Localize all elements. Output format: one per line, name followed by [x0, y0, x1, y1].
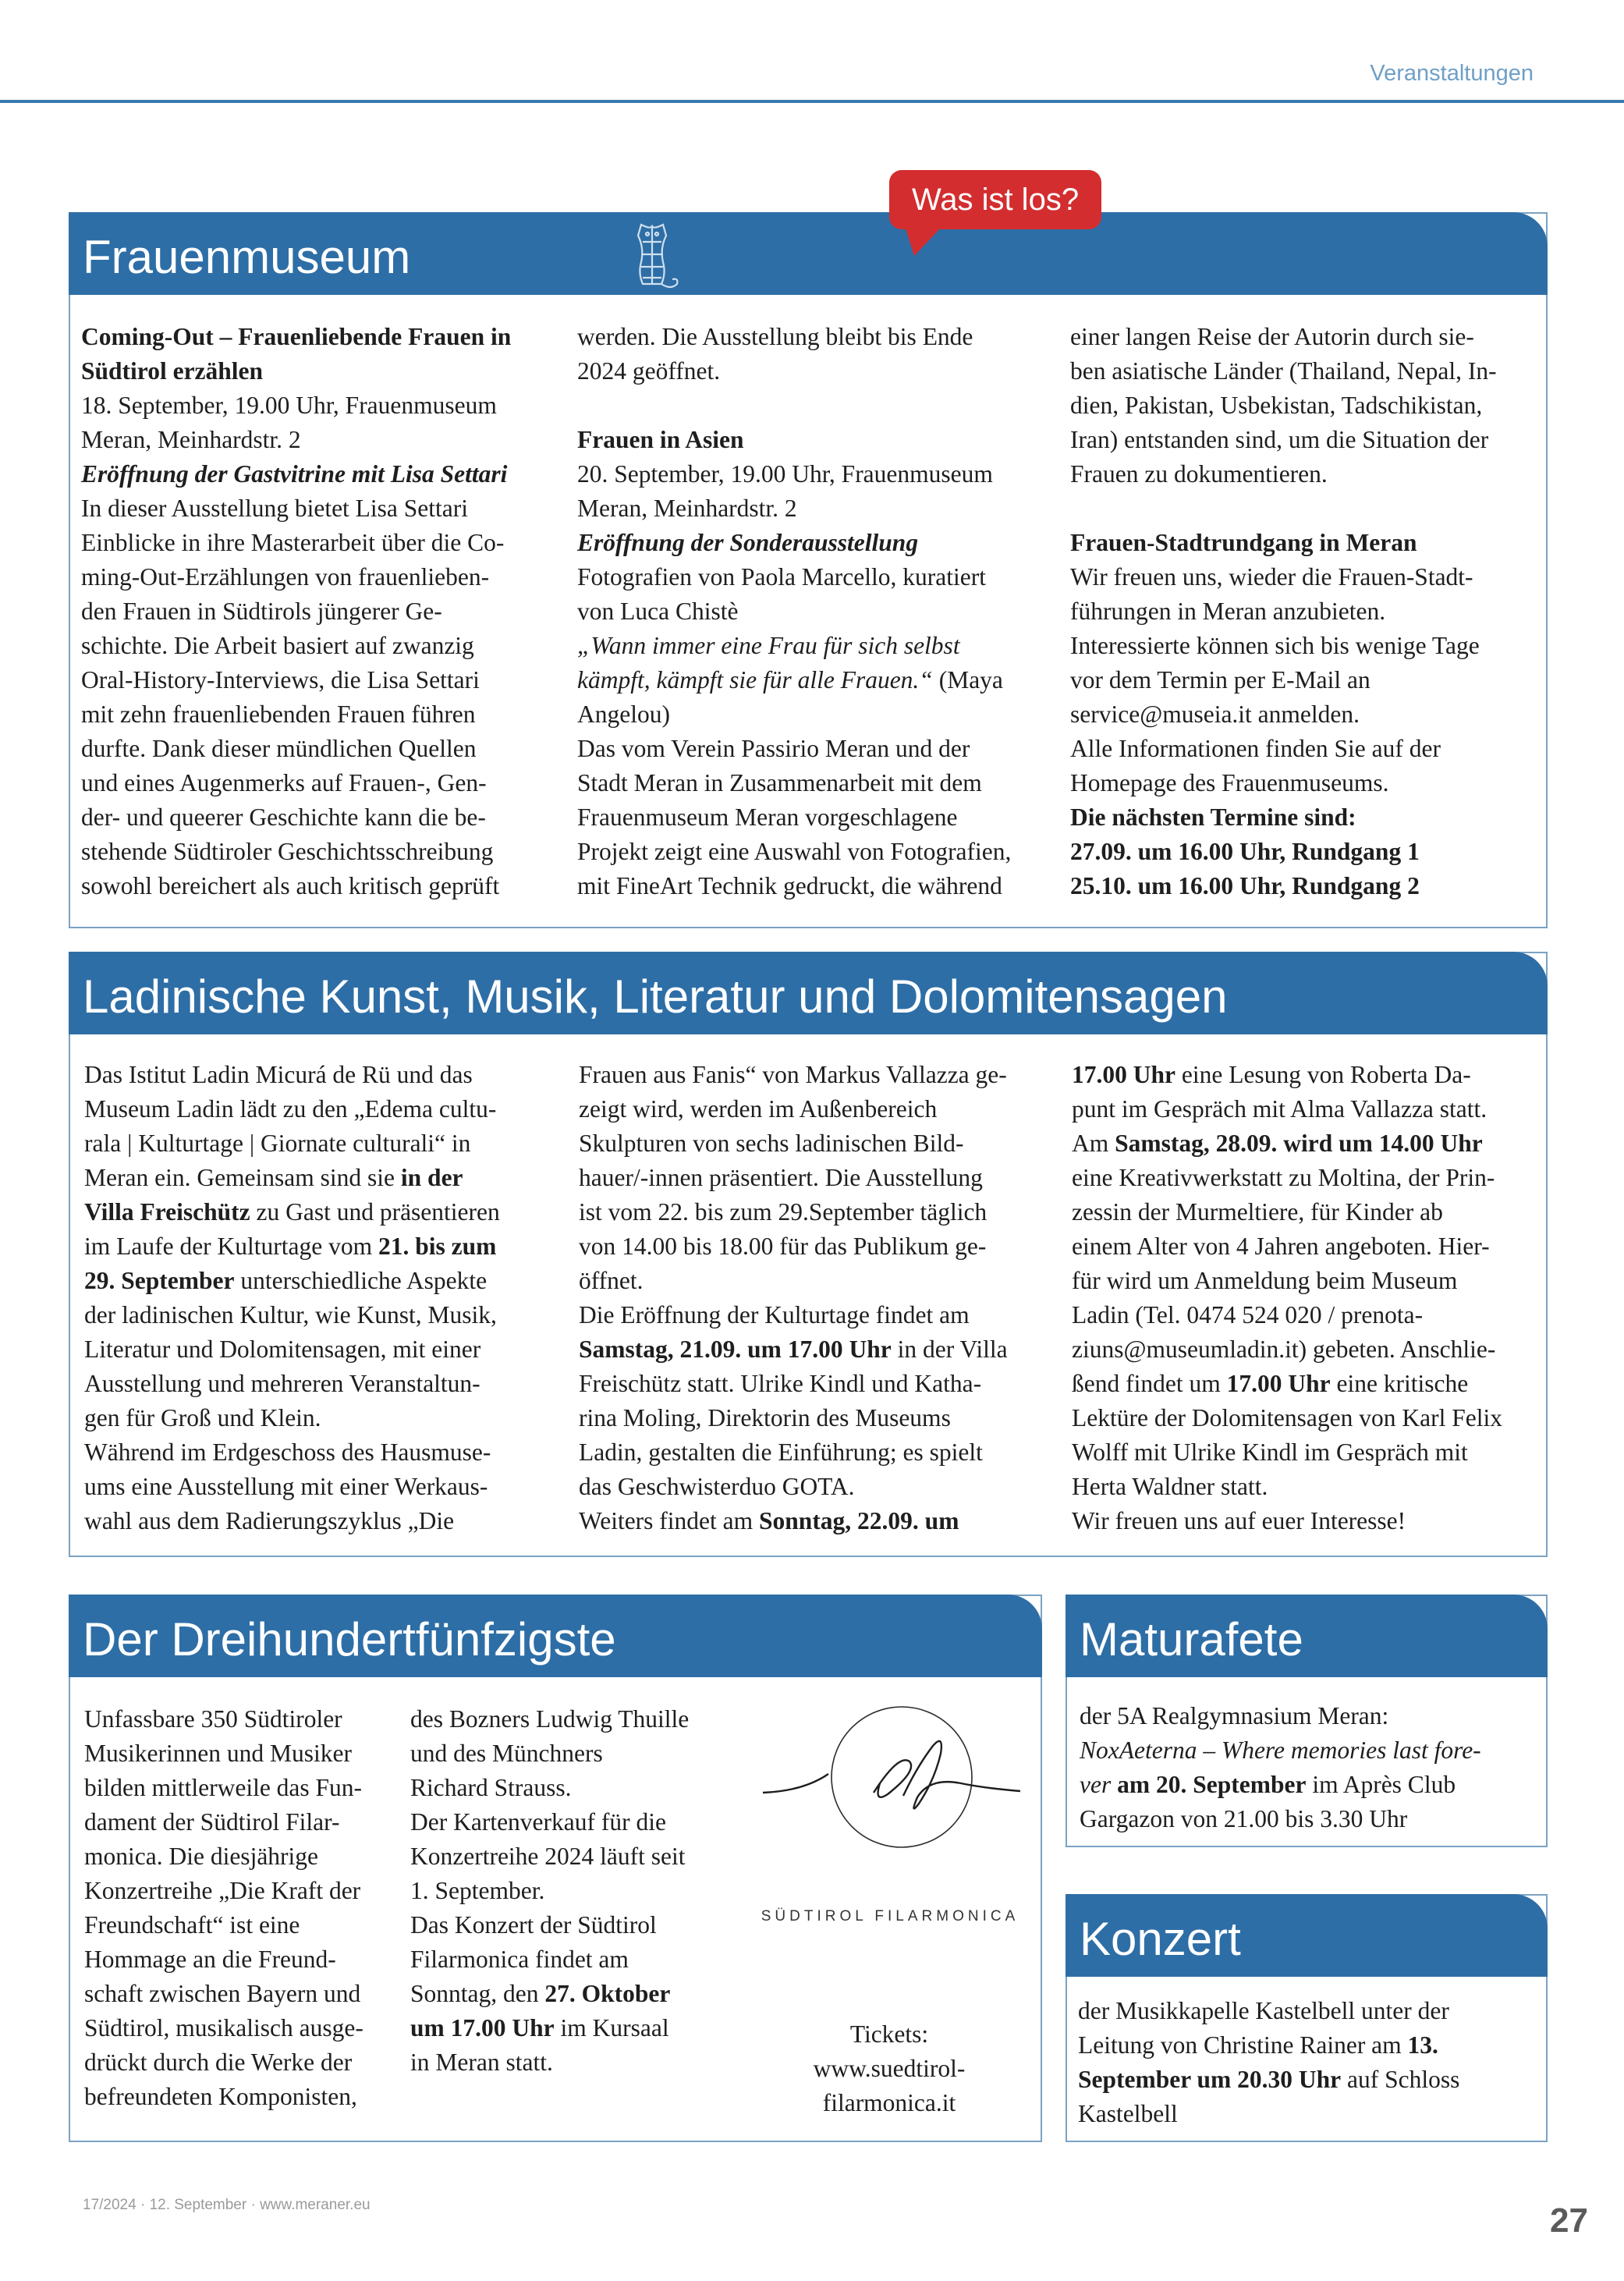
text-line: gen für Groß und Klein.	[84, 1404, 321, 1431]
text-line: Einblicke in ihre Masterarbeit über die Co-	[81, 529, 505, 556]
text-line: werden. Die Ausstellung bleibt bis Ende	[577, 323, 973, 350]
highlight: September um 20.30 Uhr	[1078, 2066, 1342, 2093]
highlight: 27. Oktober	[544, 1980, 671, 2007]
ladinisch-col-3	[1072, 1058, 1540, 1538]
quote-author: (Maya	[932, 666, 1003, 694]
dreihundert-band	[69, 1595, 1042, 1677]
text-line: Das vom Verein Passirio Meran und der	[577, 735, 970, 762]
text-line: schichte. Die Arbeit basiert auf zwanzig	[81, 632, 474, 659]
text-line: Iran) entstanden sind, um die Situation der	[1070, 426, 1489, 453]
highlight: 17.00 Uhr	[1072, 1061, 1175, 1088]
text-line: Ausstellung und mehreren Veranstaltun-	[84, 1370, 480, 1397]
event-address: Meran, Meinhardstr. 2	[81, 426, 301, 453]
text-line: Frauenmuseum Meran vorgeschlagene	[577, 803, 958, 831]
dreihundert-title: Der Dreihundertfünfzigste	[83, 1613, 616, 1666]
text-line: 2024 geöffnet.	[577, 357, 721, 385]
text-line: den Frauen in Südtirols jüngerer Ge-	[81, 598, 442, 625]
ladinisch-band	[69, 952, 1548, 1034]
filarmonica-logo-text: SÜDTIROL FILARMONICA	[761, 1908, 1019, 1924]
text-line: Freundschaft“ ist eine	[84, 1911, 300, 1939]
text-line: Oral-History-Interviews, die Lisa Settari	[81, 666, 480, 694]
text-line: Sonntag, den	[410, 1980, 545, 2007]
highlight: 13.	[1407, 2031, 1438, 2059]
text-line: Wir freuen uns, wieder die Frauen-Stadt-	[1070, 563, 1473, 591]
text-line: Richard Strauss.	[410, 1774, 572, 1801]
frauenmuseum-col-2	[577, 320, 1055, 903]
text-line: Herta Waldner statt.	[1072, 1473, 1268, 1500]
quote-line: „Wann immer eine Frau für sich selbst	[577, 632, 960, 659]
text-line: einem Alter von 4 Jahren angeboten. Hier-	[1072, 1233, 1490, 1260]
text-line: Stadt Meran in Zusammenarbeit mit dem	[577, 769, 982, 796]
text-line: der- und queerer Geschichte kann die be-	[81, 803, 486, 831]
text-line: Die Eröffnung der Kulturtage findet am	[579, 1301, 970, 1329]
text-line: Fotografien von Paola Marcello, kuratiert	[577, 563, 986, 591]
text-line: In dieser Ausstellung bietet Lisa Settari	[81, 495, 469, 522]
text-line: Homepage des Frauenmuseums.	[1070, 769, 1389, 796]
dreihundert-col-2	[410, 1702, 722, 2080]
highlight: Sonntag, 22.09. um	[759, 1507, 959, 1534]
text-line: zu Gast und präsentieren	[250, 1198, 500, 1226]
text-line: Konzertreihe „Die Kraft der	[84, 1877, 361, 1904]
text-line: mit zehn frauenliebenden Frauen führen	[81, 701, 476, 728]
section-label: Veranstaltungen	[1370, 61, 1534, 86]
text-line: Projekt zeigt eine Auswahl von Fotografien,	[577, 838, 1012, 865]
text-line: und des Münchners	[410, 1740, 603, 1767]
quote-author: Angelou)	[577, 701, 670, 728]
text-line: von 14.00 bis 18.00 für das Publikum ge-	[579, 1233, 987, 1260]
text-line: drückt durch die Werke der	[84, 2049, 353, 2076]
text-line: Skulpturen von sechs ladinischen Bild-	[579, 1130, 964, 1157]
konzert-title: Konzert	[1080, 1913, 1241, 1965]
text-line: Das Istitut Ladin Micurá de Rü und das	[84, 1061, 473, 1088]
text-line: von Luca Chistè	[577, 598, 739, 625]
text-line: eine kritische	[1330, 1370, 1469, 1397]
date-entry: 25.10. um 16.00 Uhr, Rundgang 2	[1070, 872, 1420, 899]
event-subtitle: Eröffnung der Sonderausstellung	[577, 529, 919, 556]
frauenmuseum-band	[69, 212, 1548, 295]
frauenmuseum-col-1	[81, 320, 558, 903]
text-line: des Bozners Ludwig Thuille	[410, 1705, 690, 1733]
text-line: dament der Südtirol Filar-	[84, 1808, 340, 1836]
header-rule	[0, 100, 1624, 103]
text-line: Ladin, gestalten die Einführung; es spielt	[579, 1438, 983, 1466]
text-line: und eines Augenmerks auf Frauen-, Gen-	[81, 769, 487, 796]
text-line: stehende Südtiroler Geschichtsschreibung	[81, 838, 494, 865]
text-line: Lektüre der Dolomitensagen von Karl Felix	[1072, 1404, 1502, 1431]
event-address: Meran, Meinhardstr. 2	[577, 495, 797, 522]
highlight: Samstag, 21.09. um 17.00 Uhr	[579, 1336, 892, 1363]
text-line: für wird um Anmeldung beim Museum	[1072, 1267, 1458, 1294]
event-title: Südtirol erzählen	[81, 357, 264, 385]
frauenmuseum-box	[69, 212, 1548, 928]
text-line: zeigt wird, werden im Außenbereich	[579, 1095, 938, 1123]
text-line: einer langen Reise der Autorin durch sie-	[1070, 323, 1474, 350]
text-line: hauer/-innen präsentiert. Die Ausstellung	[579, 1164, 983, 1191]
text-line: auf Schloss	[1341, 2066, 1460, 2093]
text-line: Hommage an die Freund-	[84, 1946, 336, 1973]
text-line: Weiters findet am	[579, 1507, 760, 1534]
highlight: 21. bis zum	[378, 1233, 497, 1260]
text-line: Wir freuen uns auf euer Interesse!	[1072, 1507, 1406, 1534]
text-line: ßend findet um	[1072, 1370, 1227, 1397]
text-line: Ladin (Tel. 0474 524 020 / prenota-	[1072, 1301, 1424, 1329]
text-line: ben asiatische Länder (Thailand, Nepal, In-	[1070, 357, 1497, 385]
text-line: Museum Ladin lädt zu den „Edema cultu-	[84, 1095, 497, 1123]
dreihundert-box	[69, 1595, 1042, 2142]
corset-icon	[624, 218, 680, 292]
text-line: vor dem Termin per E-Mail an	[1070, 666, 1370, 694]
text-line: Der Kartenverkauf für die	[410, 1808, 666, 1836]
page-number: 27	[1550, 2201, 1588, 2240]
text-line: in Meran statt.	[410, 2049, 553, 2076]
konzert-text	[1078, 1994, 1538, 2131]
frauenmuseum-title: Frauenmuseum	[83, 231, 411, 283]
konzert-band	[1066, 1894, 1548, 1977]
text-line: Konzertreihe 2024 läuft seit	[410, 1843, 686, 1870]
dreihundert-col-1	[84, 1702, 396, 2114]
text-line: Am	[1072, 1130, 1115, 1157]
highlight: 29. September	[84, 1267, 235, 1294]
maturafete-box	[1066, 1595, 1548, 1847]
tickets-label: Tickets:	[849, 2020, 929, 2048]
text-line: Filarmonica findet am	[410, 1946, 629, 1973]
speech-bubble-tail	[905, 226, 942, 256]
event-title: Frauen-Stadtrundgang in Meran	[1070, 529, 1417, 556]
text-line: rala | Kulturtage | Giornate culturali“ in	[84, 1130, 471, 1157]
filarmonica-logo-icon	[757, 1699, 1022, 1863]
text-line: punt im Gespräch mit Alma Vallazza statt.	[1072, 1095, 1487, 1123]
text-line: sowohl bereichert als auch kritisch geprüft	[81, 872, 500, 899]
event-title: Coming-Out – Frauenliebende Frauen in	[81, 323, 512, 350]
text-line: Freischütz statt. Ulrike Kindl und Katha-	[579, 1370, 982, 1397]
text-line: Wolff mit Ulrike Kindl im Gespräch mit	[1072, 1438, 1468, 1466]
text-line: eine Lesung von Roberta Da-	[1175, 1061, 1471, 1088]
maturafete-title: Maturafete	[1080, 1613, 1303, 1666]
event-subtitle: Eröffnung der Gastvitrine mit Lisa Settari	[81, 460, 508, 488]
text-line: wahl aus dem Radierungszyklus „Die	[84, 1507, 455, 1534]
text-line: Unfassbare 350 Südtiroler	[84, 1705, 342, 1733]
text-line: Das Konzert der Südtirol	[410, 1911, 657, 1939]
text-line: im Après Club	[1306, 1771, 1456, 1798]
event-name: NoxAeterna – Where memories last fore-	[1080, 1736, 1481, 1764]
text-line: Musikerinnen und Musiker	[84, 1740, 352, 1767]
highlight: um 17.00 Uhr	[410, 2014, 555, 2042]
text-line: Südtirol, musikalisch ausge-	[84, 2014, 363, 2042]
tickets-url: www.suedtirol-	[813, 2055, 966, 2082]
highlight: Samstag, 28.09. wird um 14.00 Uhr	[1115, 1130, 1483, 1157]
event-date: 18. September, 19.00 Uhr, Frauenmuseum	[81, 392, 497, 419]
tickets-url: filarmonica.it	[822, 2089, 956, 2116]
quote-line: kämpft, kämpft sie für alle Frauen.“	[577, 666, 933, 694]
email-text: service@museia.it anmelden.	[1070, 701, 1360, 728]
speech-bubble: Was ist los?	[889, 170, 1101, 229]
frauenmuseum-col-3	[1070, 320, 1538, 903]
text-line: Gargazon von 21.00 bis 3.30 Uhr	[1080, 1805, 1408, 1832]
highlight: am 20. September	[1111, 1771, 1307, 1798]
text-line: unterschiedliche Aspekte	[234, 1267, 488, 1294]
text-line: durfte. Dank dieser mündlichen Quellen	[81, 735, 477, 762]
ladinisch-col-1	[84, 1058, 562, 1538]
text-line: Leitung von Christine Rainer am	[1078, 2031, 1408, 2059]
text-line: ziuns@museumladin.it) gebeten. Anschlie-	[1072, 1336, 1496, 1363]
text-line: zessin der Murmeltiere, für Kinder ab	[1072, 1198, 1443, 1226]
highlight: 17.00 Uhr	[1226, 1370, 1331, 1397]
text-line: ist vom 22. bis zum 29.September täglich	[579, 1198, 988, 1226]
text-line: ming-Out-Erzählungen von frauenlieben-	[81, 563, 490, 591]
ladinisch-box	[69, 952, 1548, 1557]
text-line: in der Villa	[891, 1336, 1008, 1363]
text-line: eine Kreativwerkstatt zu Moltina, der Prin-	[1072, 1164, 1495, 1191]
text-line: Interessierte können sich bis wenige Tage	[1070, 632, 1480, 659]
text-line: befreundeten Komponisten,	[84, 2083, 357, 2110]
text-line: der ladinischen Kultur, wie Kunst, Musik,	[84, 1301, 497, 1329]
text-line: Während im Erdgeschoss des Hausmuse-	[84, 1438, 491, 1466]
ladinisch-title: Ladinische Kunst, Musik, Literatur und Dolomitensagen	[83, 970, 1228, 1023]
text-line: Literatur und Dolomitensagen, mit einer	[84, 1336, 481, 1363]
tickets-info	[749, 2017, 1030, 2120]
text-line: der Musikkapelle Kastelbell unter der	[1078, 1997, 1449, 2024]
text-line: mit FineArt Technik gedruckt, die während	[577, 872, 1002, 899]
text-line: 1. September.	[410, 1877, 545, 1904]
text-line: der 5A Realgymnasium Meran:	[1080, 1702, 1389, 1729]
text-line: im Laufe der Kulturtage vom	[84, 1233, 379, 1260]
text-line: bilden mittlerweile das Fun-	[84, 1774, 363, 1801]
maturafete-band	[1066, 1595, 1548, 1677]
text-line: Frauen aus Fanis“ von Markus Vallazza ge-	[579, 1061, 1007, 1088]
konzert-box	[1066, 1894, 1548, 2142]
text-line: Kastelbell	[1078, 2100, 1178, 2127]
footer-info: 17/2024 · 12. September · www.meraner.eu	[83, 2197, 371, 2213]
text-line: Frauen zu dokumentieren.	[1070, 460, 1328, 488]
text-line: rina Moling, Direktorin des Museums	[579, 1404, 951, 1431]
event-name: ver	[1080, 1771, 1112, 1798]
event-title: Frauen in Asien	[577, 426, 744, 453]
ladinisch-col-2	[579, 1058, 1056, 1538]
text-line: führungen in Meran anzubieten.	[1070, 598, 1386, 625]
text-line: öffnet.	[579, 1267, 644, 1294]
text-line: monica. Die diesjährige	[84, 1843, 319, 1870]
text-line: das Geschwisterduo GOTA.	[579, 1473, 855, 1500]
event-date: 20. September, 19.00 Uhr, Frauenmuseum	[577, 460, 993, 488]
highlight: Villa Freischütz	[84, 1198, 250, 1226]
highlight: in der	[400, 1164, 463, 1191]
text-line: schaft zwischen Bayern und	[84, 1980, 361, 2007]
text-line: Meran ein. Gemeinsam sind sie	[84, 1164, 401, 1191]
text-line: Alle Informationen finden Sie auf der	[1070, 735, 1441, 762]
text-line: im Kursaal	[554, 2014, 669, 2042]
text-line: ums eine Ausstellung mit einer Werkaus-	[84, 1473, 488, 1500]
maturafete-text	[1080, 1699, 1537, 1836]
text-line: dien, Pakistan, Usbekistan, Tadschikistan,	[1070, 392, 1483, 419]
date-entry: 27.09. um 16.00 Uhr, Rundgang 1	[1070, 838, 1420, 865]
dates-heading: Die nächsten Termine sind:	[1070, 803, 1356, 831]
